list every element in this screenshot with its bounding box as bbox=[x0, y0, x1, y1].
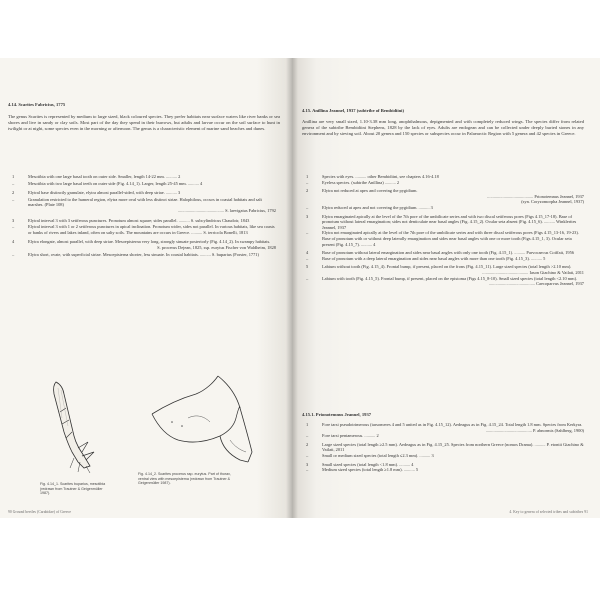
couplet-number: 1 bbox=[306, 174, 309, 179]
couplet-text: Elytral interval 3 with 3 setiferous punctures. Pronotum almost square; sides parallel. .......... S. subcylindricus Chaudoir, 1843 bbox=[28, 217, 250, 223]
couplet-number: – bbox=[12, 251, 15, 257]
anillina-key bbox=[306, 174, 584, 287]
couplet-text: Granulation restricted to the humeral region, elytra more oval with less distinct striae. Halophilous, occurs in coastal habitats and salt marshes. (Plate 108) bbox=[28, 196, 262, 208]
couplet-text: Elytral base distinctly granulate, elytra almost parallel-sided, with deep striae. .......... 3 bbox=[28, 190, 181, 196]
key-couplet bbox=[306, 213, 584, 231]
couplet-text: Elytra elongate, almost parallel, with deep striae. Mesoepisterna very long, strongly sinuate posteriorly (Fig. 4.14_2). In swampy habitats. bbox=[28, 239, 271, 245]
couplet-number: – bbox=[306, 275, 309, 281]
right-folio: 4. Key to genera of selected tribes and subtribes 91 bbox=[509, 510, 588, 514]
couplet-text: Mesotibia with one large basal tooth on outer side. Smaller, length 14-22 mm. .......... 2 bbox=[28, 174, 181, 179]
couplet-text: Elytral interval 3 with 1 or 2 setiferous punctures in apical inclination. Pronotum wider, sides not parallel. In various habitats, like sea coasts or banks of rivers and lakes inland, often on salty soils. The mountains are occurs in Greece. .......... S. terricola Bonelli, 1813 bbox=[28, 224, 275, 235]
couplet-number: 2 bbox=[306, 441, 309, 447]
key-couplet bbox=[12, 196, 276, 208]
couplet-number: 5 bbox=[306, 264, 309, 270]
couplet-text: Small or medium sized species (total length ≤2.3 mm). .......... 3 bbox=[322, 452, 434, 458]
couplet-text: .......................................... Prionotemnus Jeannel, 1937 bbox=[487, 193, 584, 199]
left-folio: 90 Ground beetles (Carabidae) of Greece bbox=[8, 510, 72, 514]
couplet-text: .......................................... Caecoparvus Jeannel, 1937 bbox=[488, 281, 584, 287]
scarites-key bbox=[12, 174, 276, 257]
couplet-number: 3 bbox=[12, 217, 15, 223]
couplet-number: 2 bbox=[12, 190, 15, 196]
couplet-text: .......................................... Iason Giachino & Vailati, 2011 bbox=[482, 269, 584, 275]
key-couplet bbox=[306, 452, 584, 459]
couplet-text: Elytra reduced at apex and not covering the pygidium. .......... 3 bbox=[322, 204, 433, 210]
prionotemnus-key bbox=[306, 422, 584, 473]
subsection-heading-prionotemnus: 4.15.1. Prionotemnus Jeannel, 1937 bbox=[302, 412, 372, 417]
couplet-text: Small sized species (total length <1.8 mm). .......... 4 bbox=[322, 461, 414, 467]
couplet-text: Elytra emarginated apically at the level of the 7th pore of the umbilicate series and with two discal setiferous pores (Figs 4.15_17-18). Base of pronotum without lateral emargination; sides not denticulate near basal angles (Fig. 4.15_2). Ocular seta absent (Fig. 4.15_6). .......... Winklerites Jeannel, 1937 bbox=[322, 213, 577, 230]
key-couplet bbox=[306, 179, 584, 186]
couplet-text: Labium with tooth (Fig. 4.15_5). Frontal bump, if present, placed on the epistoma (Figs 4.15_8-10). Small sized species (total length <2.10 mm). bbox=[322, 275, 578, 281]
couplet-text: Eyeless species. (subtribe Anillina) .......... 2 bbox=[322, 179, 400, 185]
couplet-text: Labium without tooth (Fig. 4.15_4). Frontal bump, if present, placed on the frons (Fig. 4.15_11). Large sized species (total length >2.10 mm). bbox=[322, 264, 572, 270]
key-couplet bbox=[306, 255, 584, 262]
book-spread bbox=[0, 58, 600, 518]
figure-mesotibia bbox=[44, 378, 114, 474]
couplet-text: Species with eyes. .......... other Bembidiini, see chapters 4.16-4.18 bbox=[322, 174, 439, 179]
key-couplet bbox=[12, 217, 276, 224]
couplet-number: – bbox=[306, 452, 309, 458]
couplet-text: Base of pronotum with a deep lateral emargination and sides near basal angles with more than one tooth (Fig. 4.15_3). .......... 5 bbox=[322, 255, 546, 261]
key-couplet bbox=[12, 174, 276, 180]
key-couplet-result bbox=[28, 208, 276, 214]
couplet-number: 4 bbox=[12, 239, 15, 245]
key-couplet bbox=[306, 230, 584, 247]
couplet-text: Elytra not emarginated apically at the level of the 7th pore of the umbilicate series and with three discal setiferous pores (Figs 4.15_13-16, 19-23). Base of pronotum with or without deep laterally emargination and sides near basal angles with one or more tooth (Figs 4.15_1, 3). Ocular seta present (Fig. 4.15_7). .......... 4 bbox=[322, 230, 579, 247]
couplet-text: .......................................... S. laevigatus Fabricius, 1792 bbox=[177, 207, 276, 213]
couplet-number: – bbox=[306, 433, 309, 439]
key-couplet bbox=[306, 441, 584, 453]
anillina-intro: Anillina are very small sized, 1.10-3.38 mm long, anophthalmous, depigmented and with completely reduced wings. The species differ from related genera of the subtribe Bembidiini Stephens, 1828 by the lack of eyes. Adults are endogean and can be collected under deeply buried stones in any environment and by sieving soil. About 20 genera and 150 species or subspecies occur in Palaearctic Region with 5 genera and 42 species in Greece. bbox=[302, 119, 584, 136]
couplet-text: Elytra not reduced at apex and covering the pygidium. bbox=[322, 188, 418, 194]
couplet-number: – bbox=[306, 230, 309, 236]
key-couplet bbox=[306, 467, 584, 473]
book-gutter-shadow bbox=[286, 58, 298, 518]
couplet-text: S. procerus Dejean, 1825, ssp. eurytus Fischer von Waldheim, 1828 bbox=[157, 244, 276, 250]
figure-thorax-ventral bbox=[148, 374, 258, 466]
couplet-text: Elytra short, ovate, with superficial striae. Mesoepisterna shorter, less sinuate. In coastal habitats. .......... S. buparius (Forster, 1771) bbox=[28, 251, 259, 257]
key-couplet bbox=[12, 190, 276, 196]
couplet-text: Large sized species (total length ≥2.5 mm). Aedeagus as in Fig. 4.15_25. Species from northern Greece (nomos Drama). .......... P. etontii Giachino & Vailati, 2011 bbox=[322, 441, 584, 453]
couplet-number: – bbox=[306, 179, 309, 185]
couplet-text: Medium sized species (total length ≥1.8 mm). .......... 5 bbox=[322, 467, 419, 473]
couplet-number: – bbox=[306, 204, 309, 210]
couplet-text: Fore tarsi pentamerous. .......... 2 bbox=[322, 433, 379, 439]
couplet-text: Fore tarsi pseudotrimerous (tarsomeres 4 and 5 united as in Fig. 4.15_12). Aedeagus as in Fig. 4.15_24. Total length 1.8 mm. Species from Kerkyra. bbox=[322, 422, 583, 427]
couplet-text: .......................................... P. abnormis (Sahlberg, 1900) bbox=[485, 427, 584, 433]
couplet-number: 3 bbox=[306, 213, 309, 219]
section-heading-scarites: 4.14. Scarites Fabricius, 1775 bbox=[8, 102, 66, 107]
key-couplet-result bbox=[322, 281, 584, 287]
scarites-intro: The genus Scarites is represented by medium to large sized, black coloured species. They prefer habitats near surface waters like river banks or sea shores and live in sandy or clay soils. Most part of the day they spend in their burrows, but adults and larvae occur on the soil surface to hunt in twilight or at night, some species even in the morning or afternoon. The genus is a characteristic element of marine sand beaches and dunes. bbox=[8, 114, 280, 131]
key-couplet bbox=[12, 224, 276, 235]
right-page bbox=[292, 58, 600, 518]
couplet-number: 4 bbox=[306, 250, 309, 256]
couplet-number: – bbox=[12, 180, 15, 186]
key-couplet bbox=[12, 251, 276, 258]
couplet-number: – bbox=[12, 196, 15, 202]
key-couplet bbox=[306, 204, 584, 211]
section-heading-anillina: 4.15. Anillina Jeannel, 1937 (subtribe of Bembidiini) bbox=[302, 108, 404, 113]
couplet-text: (syn. Coryzomorpha Jeannel, 1937) bbox=[521, 199, 584, 205]
couplet-number: – bbox=[12, 224, 15, 230]
couplet-number: 1 bbox=[306, 422, 309, 427]
left-page bbox=[0, 58, 292, 518]
couplet-text: Mesotibia with two large basal teeth on outer side (Fig. 4.14_1). Larger, length 25-45 mm. .......... 4 bbox=[28, 180, 203, 186]
key-couplet-result bbox=[28, 245, 276, 251]
couplet-number: 2 bbox=[306, 188, 309, 194]
couplet-number: – bbox=[306, 255, 309, 261]
couplet-number: 3 bbox=[306, 461, 309, 467]
figure-caption-4-14-1: Fig. 4.14_1. Scarites buparius, mesotibia (redrawn from Trautner & Geigenmüller 1987). bbox=[40, 482, 106, 496]
key-couplet bbox=[12, 180, 276, 187]
figure-caption-4-14-2: Fig. 4.14_2. Scarites procerus ssp. eurytus. Part of thorax, ventral view with mesoepisterna (redrawn from Trautner & Geigenmüller 1987). bbox=[138, 472, 231, 486]
couplet-number: – bbox=[306, 467, 309, 473]
couplet-text: Base of pronotum without lateral emargination and sides near basal angles with only one tooth (Fig. 4.15_1). .......... Parvocaecus Coiffait, 1956 bbox=[322, 250, 575, 256]
couplet-number: 1 bbox=[12, 174, 15, 179]
key-couplet bbox=[306, 433, 584, 439]
